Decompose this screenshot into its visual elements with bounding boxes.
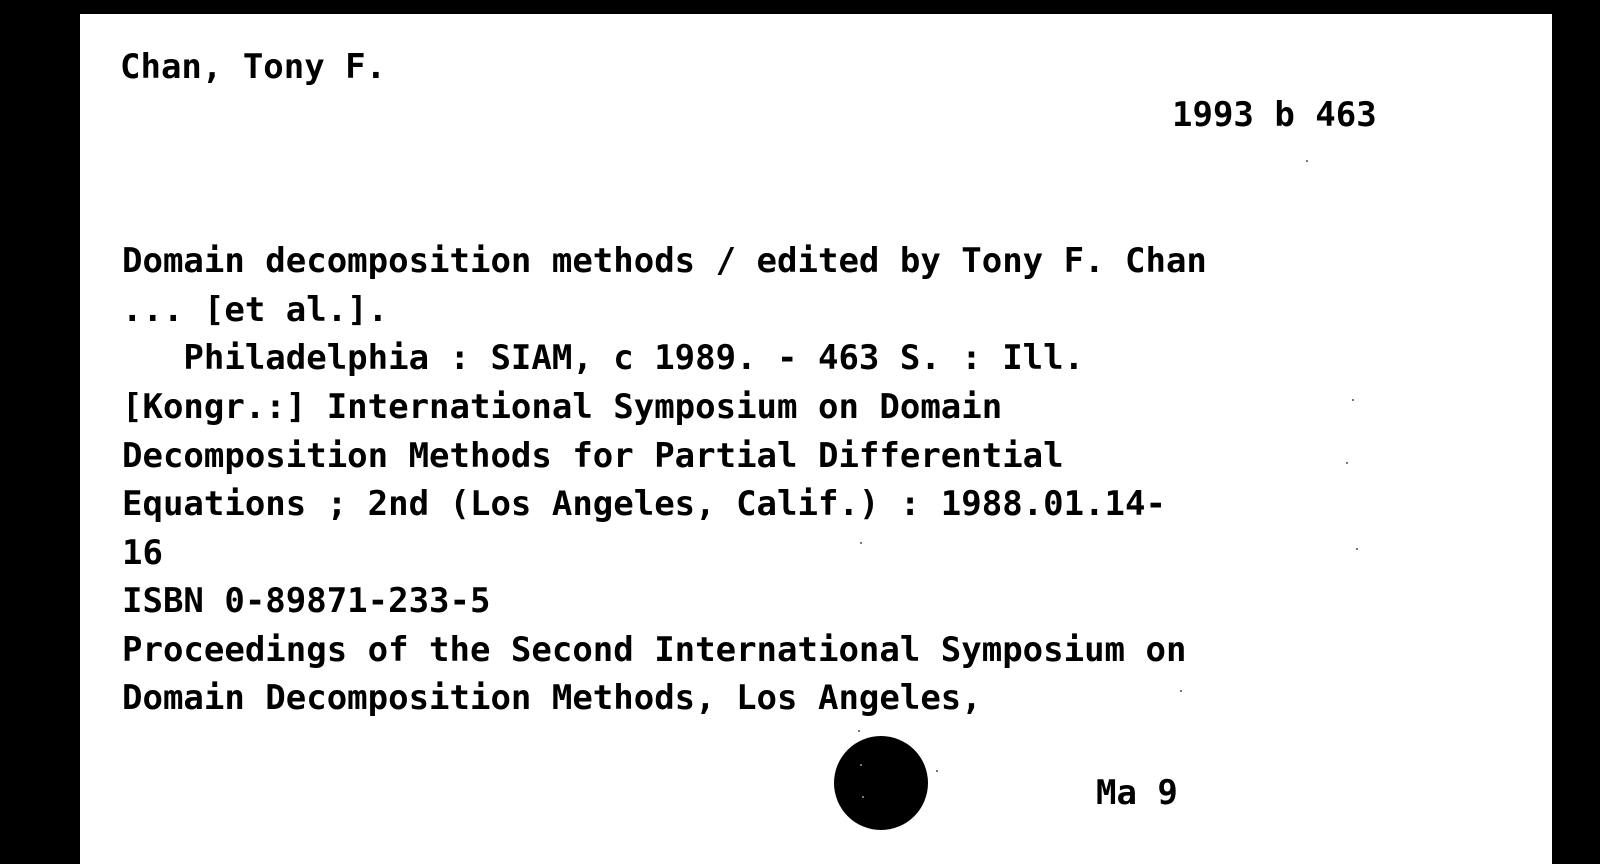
scan-speck [1180, 690, 1182, 692]
scan-speck [862, 796, 864, 798]
scan-speck [1346, 462, 1348, 464]
location-code: Ma 9 [1096, 773, 1178, 813]
scan-speck [936, 770, 938, 772]
congress-line-4: 16 [122, 533, 163, 573]
scan-speck [1352, 399, 1354, 401]
congress-line: [Kongr.:] International Symposium on Domain [122, 387, 1003, 427]
title-line-continuation: ... [et al.]. [122, 290, 389, 330]
author-heading: Chan, Tony F. [120, 47, 387, 87]
scan-speck [860, 764, 862, 766]
scan-speck [1306, 160, 1308, 162]
congress-line-3: Equations ; 2nd (Los Angeles, Calif.) : 1988.01.14- [122, 484, 1166, 524]
note-line-2: Domain Decomposition Methods, Los Angeles, [122, 678, 982, 718]
scan-speck [1356, 548, 1358, 550]
title-line: Domain decomposition methods / edited by Tony F. Chan [122, 241, 1207, 281]
note-line: Proceedings of the Second International Symposium on [122, 630, 1187, 670]
isbn-line: ISBN 0-89871-233-5 [122, 581, 491, 621]
congress-line-2: Decomposition Methods for Partial Differential [122, 436, 1064, 476]
scan-speck [860, 542, 862, 544]
imprint-line: Philadelphia : SIAM, c 1989. - 463 S. : Ill. [122, 338, 1085, 378]
call-number: 1993 b 463 [1172, 95, 1377, 135]
scan-speck [858, 730, 860, 732]
punch-hole [834, 736, 928, 830]
card-body [80, 14, 1552, 864]
